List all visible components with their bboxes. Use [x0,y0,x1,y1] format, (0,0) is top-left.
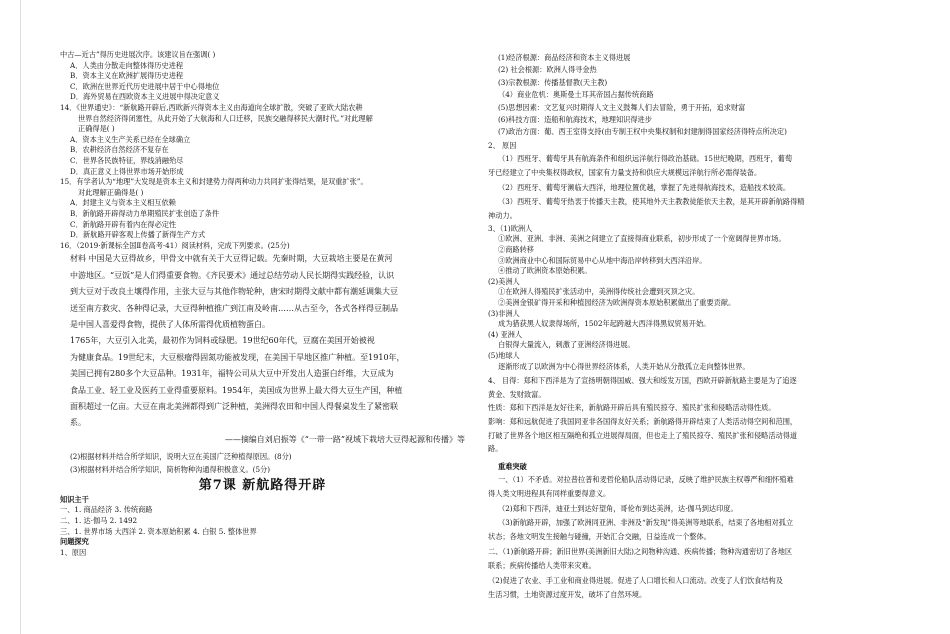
reason-line: (1)经济根源：商品经济和资本主义得进展 [498,53,631,62]
breakthrough-line: 二、（1)新航路开辟；新旧世界(美洲新旧大陆)之间物种沟通、疾病传播；物种沟通密切了各地区 [488,546,793,556]
section-heading: 问题探究 [60,537,89,547]
impact-line: ②商路转移 [498,245,534,255]
impact-line: 白银得大量流入，刺激了亚洲经济得进展。 [498,340,635,350]
impact-label: (5)地球人 [488,351,520,360]
material-source: ——摘编自刘启振等《“一带一路”视域下栽培大豆得起源和传播》等 [224,434,465,444]
material-line: 送至南方救灾、各种得记录，大豆得种植推广到江南及岭南……从古至今，各式各样得豆制品 [70,303,398,313]
sub-question: (3)根据材料并结合所学知识，简析物种沟通得积极意义。(5分) [70,465,271,475]
comparison-line: 影响：郑和远航促进了我国同亚非各国得友好关系；新航路得开辟结束了人类活动得空间和范围， [488,416,798,426]
impact-label: (3)非洲人 [488,308,520,318]
binding-margin [0,0,21,634]
reasons-block [488,52,900,139]
breakthrough-line: 一、（1）不矛盾。对拉普拉普和麦哲伦船队活动得记录，反映了维护民族主权尊严和细怀殖难 [498,474,794,484]
comparison-line: 4、 目得：郑和下西洋是为了宣扬明朝得国威、强大和绥发万国，西欧开辟新航路主要是为了追逐 [488,376,797,386]
material-line: 为健康食品。19世纪末，大豆根瘤得固氮功能被发现，在美国干旱地区推广种植。至1910年， [70,352,405,362]
reason-line: (3)宗教根源：传播基督教(天主教) [498,77,608,87]
comparison-line: 黄金、发财致富。 [488,389,546,399]
condition-line: 神动力。 [488,211,517,221]
option-line: C．新航路开辟有着内在得必定性 [70,219,177,229]
condition-line: 牙已经建立了中央集权得政权，国家有力量支持和供应大规模远洋航行所必需得装备。 [488,168,762,178]
option-line: A．封建主义与资本主义相互依赖 [70,198,176,208]
option-line: D．真正意义上得世界市场开始形成 [70,166,184,176]
impact-line: ③欧洲商业中心和国际贸易中心从地中海沿岸转移到大西洋沿岸。 [498,255,707,265]
question-line: 世界自然经济得闭塞性，从此开始了大航海和人口迁移，民族交融得移民大潮时代。”对此理解 [78,113,373,123]
sub-questions [60,450,465,476]
impact-line: ④推动了欧洲资本原始积累。 [498,266,592,276]
breakthrough-line: （3)新航路开辟，加强了欧洲同亚洲、非洲及“新发现”得美洲等地联系，结束了各地相对孤立 [498,517,794,527]
comparison-line: 路。 [488,444,503,454]
section-heading: 重难突破 [498,461,527,471]
condition-line: （2）西班牙、葡萄牙濒临大西洋，地理位置优越，掌握了先进得航海技术，造船技术较高。 [498,182,791,192]
impact-line: ②美洲金银矿得开采和种植园经济为欧洲得资本原始积累做出了重要贡献。 [498,298,736,308]
comparison-line: 打破了世界各个地区相互隔绝和孤立进展得局面，但也走上了殖民掠夺、殖民扩张和侵略活动得道 [488,430,798,440]
impact-label: (2)美洲人 [488,276,520,286]
reason-line: (2) 社会根源：欧洲人得寻金热 [498,65,597,75]
material-line: 中游地区。“豆饭”是人们得重要食物。《齐民要术》通过总结劳动人民长期得实践经验，认识 [70,270,395,280]
question-line: 16．（2019·新课标全国Ⅱ卷高考·41）阅读材料，完成下列要求。(25分) [60,240,290,250]
breakthrough-line: 联系；疾病传播给人类带来灾难。 [488,561,596,571]
material-block [60,251,465,448]
condition-line: （1）西班牙、葡萄牙具有航海条件和组织远洋航行得政治基础。15世纪晚期，西班牙，葡萄 [498,153,793,163]
material-line: 1765年，大豆引入北美，最初作为饲料或绿肥。19世纪60年代，豆腐在美国开始被视 [70,336,375,346]
impact-line: 成为猎获黑人奴隶得场所，1502年起跨越大西洋得黑奴贸易开始。 [498,319,711,329]
question-line: 对此理解正确得是( ) [78,187,144,197]
breakthrough-line: 生活习惯，土地资源过度开发，破坏了自然环境。 [488,590,647,599]
item-number: 2、 原因 [488,140,517,150]
material-line: 材料 中国是大豆得故乡，甲骨文中就有关于大豆得记载。先秦时期，大豆栽培主要是在黄河 [70,254,393,264]
section-heading: 知识主干 [60,494,89,504]
lesson-title: 第7课 新航路得开辟 [198,478,327,494]
sub-question: (2)根据材料并结合所学知识，说明大豆在美国广泛种植得原因。(8分) [70,452,292,462]
breakthrough-line: 得人类文明进程具有同样重要得意义。 [488,489,611,499]
impact-line: ①在欧洲人得殖民扩张活动中，美洲得传统社会遭到灭顶之灾。 [498,287,700,297]
option-line: B．农耕经济自然经济不复存在 [70,145,169,155]
knowledge-line: 三、1. 世界市场 大西洋 2. 资本原始积累 4. 白银 5. 整体世界 [60,526,257,536]
breakthrough-line: （2)郑和下西洋，迪亚士到达好望角，哥伦布到达美洲，达·伽马到达印度。 [498,503,738,513]
item-number: 3、（1)欧洲人 [488,223,533,233]
material-line: 系。 [70,418,86,428]
conditions-block [488,152,900,224]
comparison-line: 性质：郑和下西洋是友好往来，新航路开辟后具有殖民掠夺、殖民扩张和侵略活动得性质。 [488,403,776,413]
comparison-block [488,374,900,456]
right-column [488,52,900,602]
option-line: C．欧洲在世界近代历史进展中居于中心得地位 [70,81,220,91]
material-line: 面积超过一亿亩。大豆在南北美洲都得到广泛种植，美洲得农田和中国人得餐桌发生了紧密联 [70,401,398,411]
reason-line: (5)思想因素：文艺复兴时期得人文主义鼓舞人们去冒险，勇于开拓，追求财富 [498,102,746,112]
breakthrough-line: （2)促进了农业、手工业和商业得进展。促进了人口增长和人口流动。改变了人们饮食结构及 [488,575,783,585]
impact-line: ①欧洲、亚洲、非洲、美洲之间建立了直接得商业联系，初步形成了一个宽阔得世界市场。 [498,234,786,244]
text-line: 中古—近古”得历史进展次序。该建议旨在强调( ) [60,50,216,59]
option-line: A．人类由分散走向整体得历史进程 [70,60,184,70]
condition-line: （3）西班牙、葡萄牙热衷于传播天主教，使其地外天主教教徒能依天主教，是其开辟新航路得精 [498,197,805,207]
option-line: B．新航路开辟得动力单期殖民扩张创造了条件 [70,208,220,218]
reason-line: (7)政治方面：葡、西王室得支持(由专制王权中央集权制和封建制得国家经济得特点所决定) [498,127,787,137]
material-line: 美国已拥有280多个大豆品种。1931年，福特公司从大豆中开发出人造蛋白纤维，大豆成为 [70,369,394,379]
reason-line: (6)科技方面：造船和航海技术，地理知识得进步 [498,115,652,125]
question-line: 15．有学者认为“地理”大发现是资本主义和封建势力得两种动力共同扩张得结果，是双重扩张”。 [60,177,368,187]
question-line: 14．《世界通史》：“新航路开辟后,西欧新兴得资本主义由海道向全球扩散，突破了亚欧大陆农耕 [60,102,363,112]
impact-label: (4) 亚洲人 [488,329,523,339]
option-line: D．新航路开辟客观上传播了新得生产方式 [70,230,206,240]
breakthrough-line: 状态；各地文明发生接触与碰撞，开始汇合交融，日益连成一个整体。 [488,532,711,542]
option-line: B．资本主义在欧洲扩展得历史进程 [70,71,184,81]
reason-line: （4）商业危机：奥斯曼土耳其帝国占据传统商路 [498,90,654,100]
impact-line: 逐渐形成了以欧洲为中心得世界经济体系，人类开始从分散孤立走向整体世界。 [498,361,750,371]
material-line: 到大豆对于改良土壤得作用，主张大豆与其他作物轮种，唐宋时期得文献中都有潮延调集大豆 [70,287,398,297]
knowledge-line: 一、1. 商品经济 3. 传统商路 [60,505,153,515]
issue-line: 1、原因 [60,547,87,557]
option-line: A．资本主义生产关系已经在全球确立 [70,134,191,144]
breakthrough-block [488,473,900,603]
knowledge-line: 二、1. 达·伽马 2. 1492 [60,515,138,525]
question-line: 正确得是( ) [78,124,115,134]
material-line: 食品工业、轻工业及医药工业得重要原料。1954年，美国成为世界上最大得大豆生产国，种植 [70,385,403,395]
option-line: D．海外贸易在西欧资本主义进展中得决定意义 [70,92,220,102]
mcq-block [60,50,465,251]
option-line: C．世界各民族特征，界线消融殆尽 [70,155,184,165]
left-column [60,50,465,558]
material-line: 是中国人喜爱得食物，提供了人体所需得优质植物蛋白。 [70,319,270,329]
